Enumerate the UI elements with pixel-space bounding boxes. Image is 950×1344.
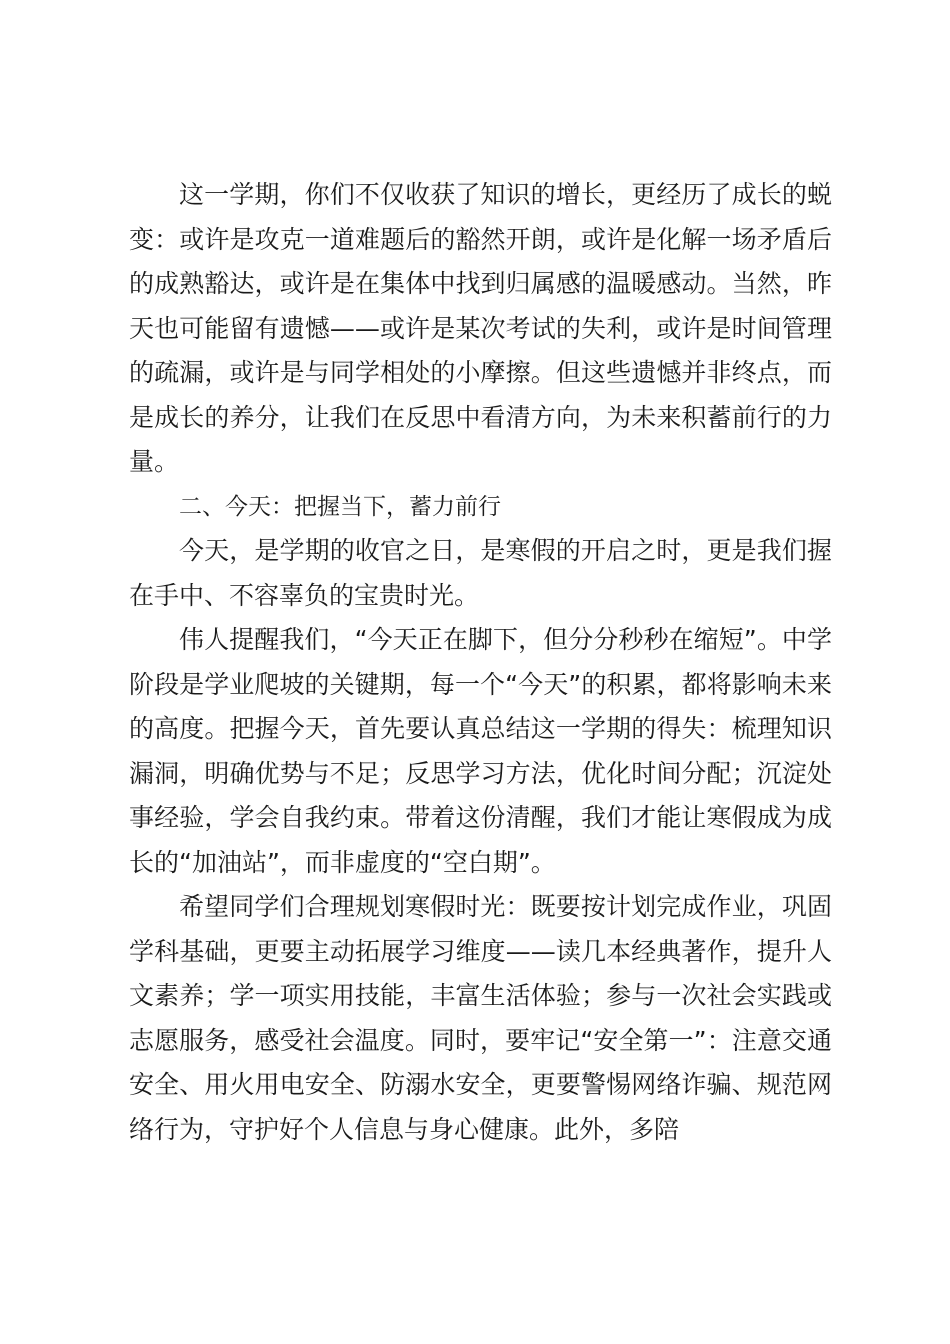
paragraph-4: 希望同学们合理规划寒假时光：既要按计划完成作业，巩固学科基础，更要主动拓展学习维度——读几本经典著作，提升人文素养；学一项实用技能，丰富生活体验；参与一次社会实践或志愿服务，感受社会温度。同时，要牢记“安全第一”：注意交通安全、用火用电安全、防溺水安全，更要警惕网络诈骗、规范网络行为，守护好个人信息与身心健康。此外，多陪 bbox=[129, 892, 832, 1144]
paragraph-1: 这一学期，你们不仅收获了知识的增长，更经历了成长的蜕变：或许是攻克一道难题后的豁然开朗，或许是化解一场矛盾后的成熟豁达，或许是在集体中找到归属感的温暖感动。当然，昨天也可能留有遗憾——或许是某次考试的失利，或许是时间管理的疏漏，或许是与同学相处的小摩擦。但这些遗憾并非终点，而是成长的养分，让我们在反思中看清方向，为未来积蓄前行的力量。 bbox=[129, 180, 832, 476]
document-page bbox=[129, 173, 832, 1152]
paragraph-2: 今天，是学期的收官之日，是寒假的开启之时，更是我们握在手中、不容辜负的宝贵时光。 bbox=[129, 536, 832, 610]
section-heading: 二、今天：把握当下，蓄力前行 bbox=[179, 493, 501, 520]
paragraph-3: 伟人提醒我们，“今天正在脚下，但分分秒秒在缩短”。中学阶段是学业爬坡的关键期，每一个“今天”的积累，都将影响未来的高度。把握今天，首先要认真总结这一学期的得失：梳理知识漏洞，明确优势与不足；反思学习方法，优化时间分配；沉淀处事经验，学会自我约束。带着这份清醒，我们才能让寒假成为成长的“加油站”，而非虚度的“空白期”。 bbox=[129, 625, 832, 877]
